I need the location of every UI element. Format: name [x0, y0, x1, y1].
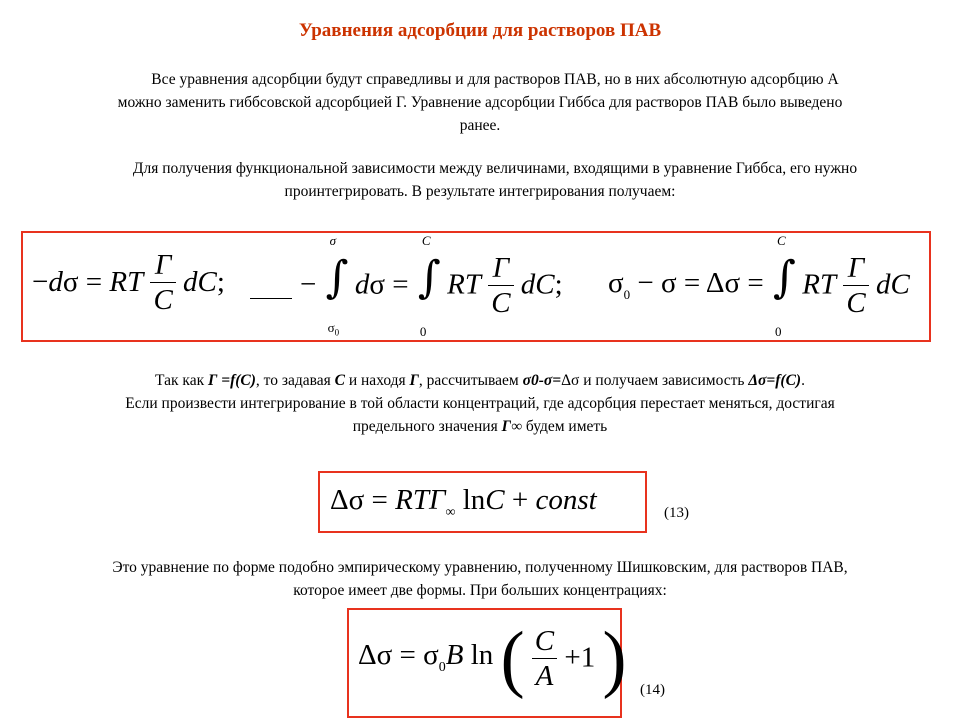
paragraph-intro-line-2: можно заменить гиббсовской адсорбцией Г. Уравнение адсорбции Гиббса для растворов ПАВ было выведено: [117, 94, 843, 111]
paragraph-shishkovsky: [20, 556, 940, 602]
page-title: Уравнения адсорбции для растворов ПАВ: [298, 20, 662, 41]
paragraph-integration-line-1: Для получения функциональной зависимости между величинами, входящими в уравнение Гиббса, его нужно: [132, 160, 858, 177]
equation-13-formula: $\Delta\sigma = RT\Gamma_\infty$ lnC + const: [330, 484, 597, 520]
equation-14-number: (14): [640, 682, 665, 698]
surface-pressure-integral-formula: $\sigma_0 - \sigma = \Delta\sigma$ = C ∫ 0 RT $\frac{\Gamma}{C}$ dC: [608, 233, 910, 339]
paragraph-intro-line-3: ранее.: [459, 117, 501, 134]
paragraph-shishkovsky-line-2: которое имеет две формы. При больших концентрациях:: [293, 582, 667, 599]
paragraph-shishkovsky-line-1: Это уравнение по форме подобно эмпирическому уравнению, полученному Шишковским, для растворов ПАВ,: [112, 559, 848, 576]
paragraph-integration-line-2: проинтегрировать. В результате интегрирования получаем:: [284, 183, 676, 200]
paragraph-function-line-2: Если произвести интегрирование в той области концентраций, где адсорбция перестает меняться, достигая: [125, 395, 835, 412]
paragraph-intro: [20, 68, 940, 137]
gibbs-integral-formula: − σ ∫ $\sigma_0$ dσ = C ∫ 0 RT $\frac{\Gamma}{C}$ dC;: [300, 233, 563, 339]
paragraph-function: [20, 369, 940, 438]
equation-13-number: (13): [664, 505, 689, 521]
integral-upper-limit: σ: [329, 233, 337, 248]
equation-14-formula: $\Delta\sigma = \sigma_0B$ ln ( $\frac{C}{A}$ +1 ): [358, 616, 627, 700]
separator-dash: [250, 298, 292, 299]
paragraph-function-line-3: предельного значения Г∞ будем иметь: [352, 418, 608, 435]
gibbs-differential-formula: −dσ = RT $\frac{\Gamma}{C}$ dC;: [32, 249, 225, 316]
paragraph-function-line-1: Так как Г =f(C), то задавая С и находя Г, рассчитываем σ0-σ=Δσ и получаем зависимость Δσ=f(C).: [155, 372, 805, 389]
paragraph-integration: [20, 157, 940, 203]
paragraph-intro-line-1: Все уравнения адсорбции будут справедливы и для растворов ПАВ, но в них абсолютную адсорбцию А: [151, 71, 839, 88]
